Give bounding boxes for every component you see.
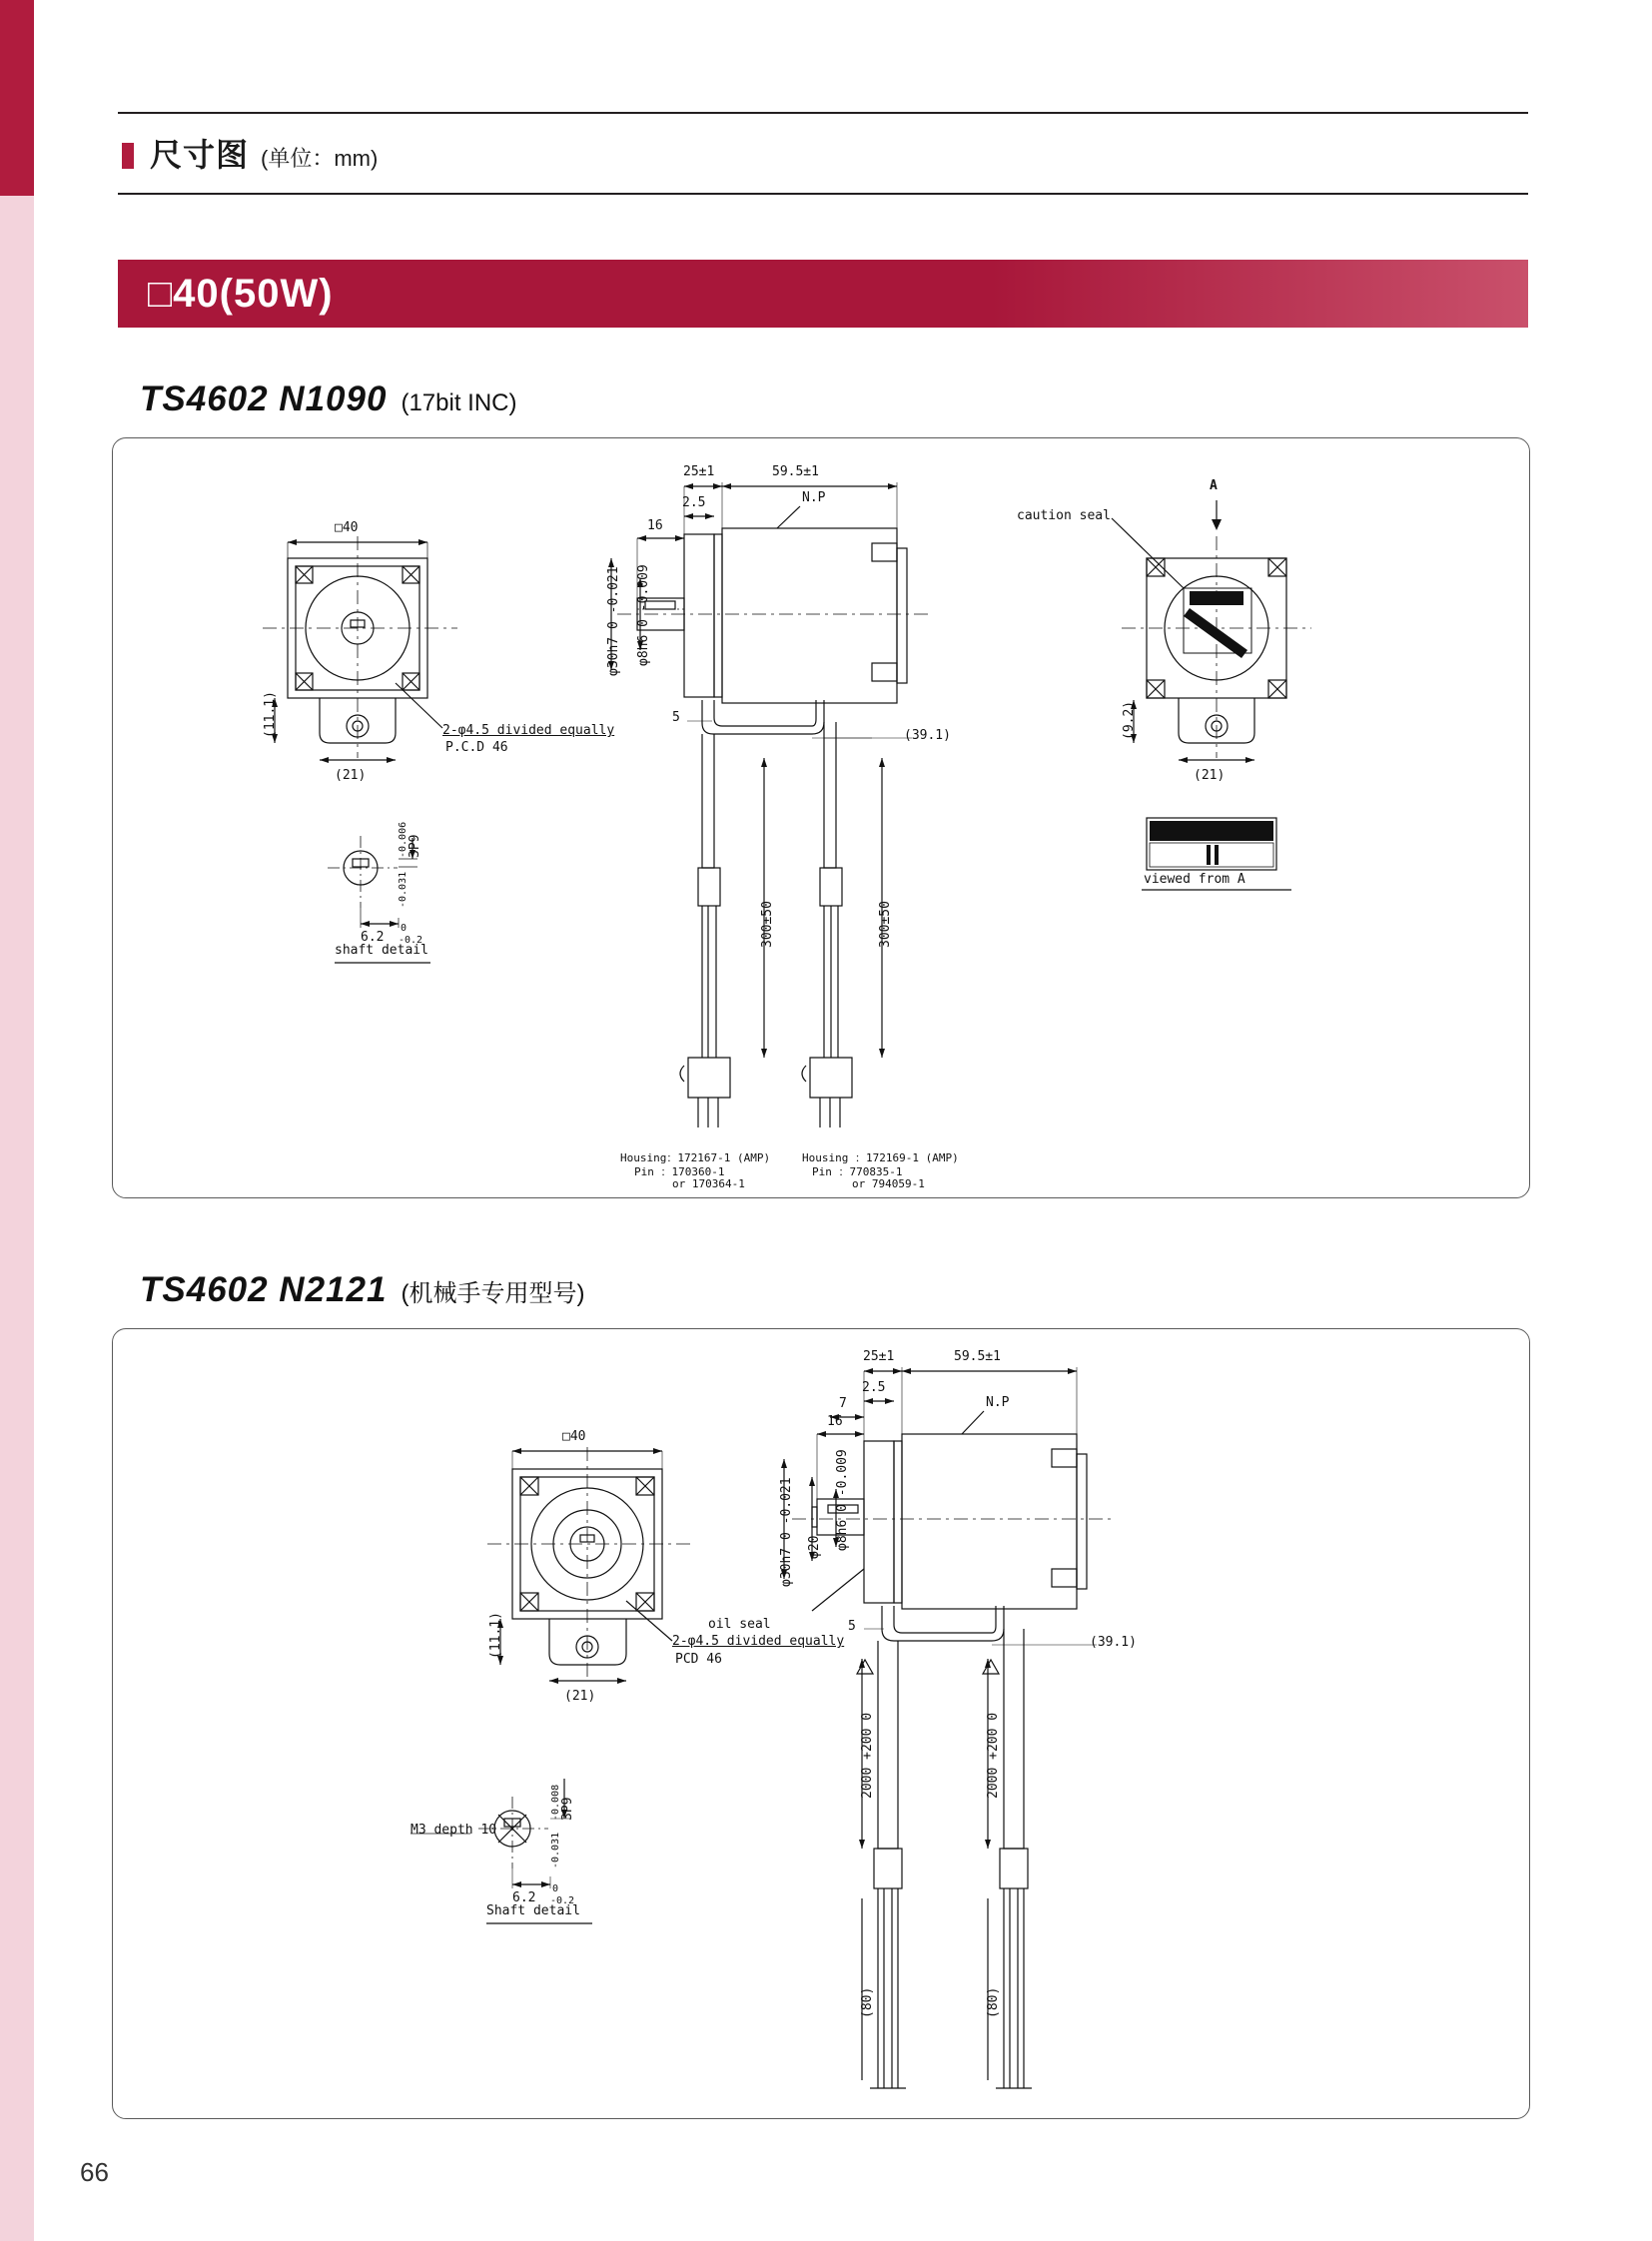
header-marker-icon [122, 143, 134, 169]
label-viewed-from-a-1: viewed from A [1144, 872, 1245, 887]
label-6-2-tol-lower-1: -0.2 [399, 935, 423, 946]
label-shaft-detail-title-2: Shaft detail [486, 1903, 580, 1918]
label-dim-21-front-1: (21) [335, 768, 367, 783]
label-key-tol-lower-2: -0.031 [550, 1832, 561, 1868]
diagram-panel-2 [112, 1328, 1530, 2119]
model-subtitle: (机械手专用型号) [401, 1280, 585, 1307]
label-dim-7-2: 7 [839, 1396, 847, 1411]
label-dim-2-5-1: 2.5 [682, 495, 706, 510]
label-shaft-dia-8-1: φ8h6 0 -0.009 [636, 564, 651, 666]
label-dim-11-1-2: (11.1) [488, 1612, 503, 1659]
model-heading-2 [140, 1270, 584, 1310]
label-dim-11-1-1: (11.1) [263, 691, 278, 738]
label-hole-note-1b: P.C.D 46 [445, 740, 508, 755]
label-key-tol-lower-1: -0.031 [398, 871, 409, 908]
label-dim-59-5-1: 59.5±1 [772, 464, 819, 479]
label-dim-39-1-1: (39.1) [904, 728, 951, 743]
label-front-size-1: □40 [335, 520, 359, 535]
model-heading-1 [140, 379, 516, 419]
label-shaft-dia-8-2: φ8h6 0 -0.009 [835, 1449, 850, 1551]
label-dim-6-2-2: 6.2 [512, 1890, 536, 1905]
technical-drawing-2 [113, 1329, 1529, 2118]
label-6-2-tol-lower-2: -0.2 [550, 1895, 575, 1906]
label-cable-len-right-1: 300±50 [878, 901, 893, 948]
label-shaft-dia-30-2: φ30h7 0 -0.021 [779, 1477, 794, 1587]
label-conn-right-3: or 794059-1 [852, 1177, 925, 1190]
label-dim-2-5-2: 2.5 [862, 1380, 886, 1395]
section-bar-label: □40(50W) [148, 272, 334, 316]
label-dim-5-2: 5 [848, 1619, 856, 1634]
label-key-3p9-2: 3P9 [560, 1797, 575, 1821]
label-hole-note-1a: 2-φ4.5 divided equally [442, 723, 615, 738]
label-strip-right-2: (80) [986, 1986, 1001, 2018]
label-conn-left-1: Housing：172167-1 (AMP) [620, 1151, 771, 1164]
label-dim-39-1-2: (39.1) [1090, 1635, 1137, 1650]
label-shaft-dia-20-2: φ20 [807, 1535, 822, 1559]
header-rule-top [118, 112, 1528, 114]
label-strip-left-2: (80) [860, 1986, 875, 2018]
label-front-size-2: □40 [562, 1429, 586, 1444]
label-conn-left-3: or 170364-1 [672, 1177, 745, 1190]
model-name: TS4602 N1090 [140, 379, 388, 418]
label-dim-16-1: 16 [647, 518, 663, 533]
label-dim-21-rear-1: (21) [1194, 768, 1226, 783]
label-conn-right-2: Pin ：770835-1 [812, 1165, 903, 1178]
label-key-3p9-1: 3P9 [408, 834, 422, 858]
label-hole-note-2b: PCD 46 [675, 1652, 722, 1667]
label-m3-depth-2: M3 depth 10 [411, 1823, 497, 1838]
label-cable-len-right-2: 2000 +200 0 [986, 1712, 1001, 1799]
technical-drawing-1 [113, 438, 1529, 1197]
label-cable-len-left-2: 2000 +200 0 [860, 1712, 875, 1799]
label-conn-left-2: Pin ：170360-1 [634, 1165, 725, 1178]
label-conn-right-1: Housing ：172169-1 (AMP) [802, 1151, 959, 1164]
label-hole-note-2a: 2-φ4.5 divided equally [672, 1634, 845, 1649]
page-title: 尺寸图 [150, 137, 250, 173]
page-header [122, 130, 378, 176]
label-dim-5-1: 5 [672, 710, 680, 725]
label-dim-21-front-2: (21) [564, 1689, 596, 1704]
label-np-2: N.P [986, 1395, 1010, 1410]
label-dim-25-2: 25±1 [863, 1349, 895, 1364]
header-rule-bottom [118, 193, 1528, 195]
page-edge-band [0, 0, 34, 2241]
label-shaft-dia-30-1: φ30h7 0 -0.021 [606, 566, 621, 676]
label-dim-59-5-2: 59.5±1 [954, 1349, 1001, 1364]
label-6-2-tol-upper-2: 0 [552, 1883, 559, 1894]
model-subtitle: (17bit INC) [401, 389, 517, 416]
label-arrow-a-1: A [1210, 478, 1218, 493]
label-cable-len-left-1: 300±50 [760, 901, 775, 948]
label-key-tol-upper-2: -0.008 [550, 1784, 561, 1821]
page-number: 66 [80, 2157, 109, 2187]
label-caution-seal-1: caution seal [1017, 508, 1111, 523]
label-shaft-detail-title-1: shaft detail [335, 943, 428, 958]
label-key-tol-upper-1: -0.006 [398, 821, 409, 858]
model-name: TS4602 N2121 [140, 1270, 388, 1309]
page-edge-band-accent [0, 0, 34, 196]
label-dim-6-2-1: 6.2 [361, 930, 385, 945]
label-np-1: N.P [802, 490, 826, 505]
label-dim-25-1: 25±1 [683, 464, 715, 479]
page-title-unit: (单位：mm) [261, 146, 379, 171]
label-6-2-tol-upper-1: 0 [401, 923, 408, 934]
diagram-panel-1 [112, 437, 1530, 1198]
label-dim-16-2: 16 [827, 1414, 843, 1429]
label-dim-9-2-1: (9.2) [1122, 700, 1137, 740]
label-oil-seal-2: oil seal [708, 1617, 771, 1632]
